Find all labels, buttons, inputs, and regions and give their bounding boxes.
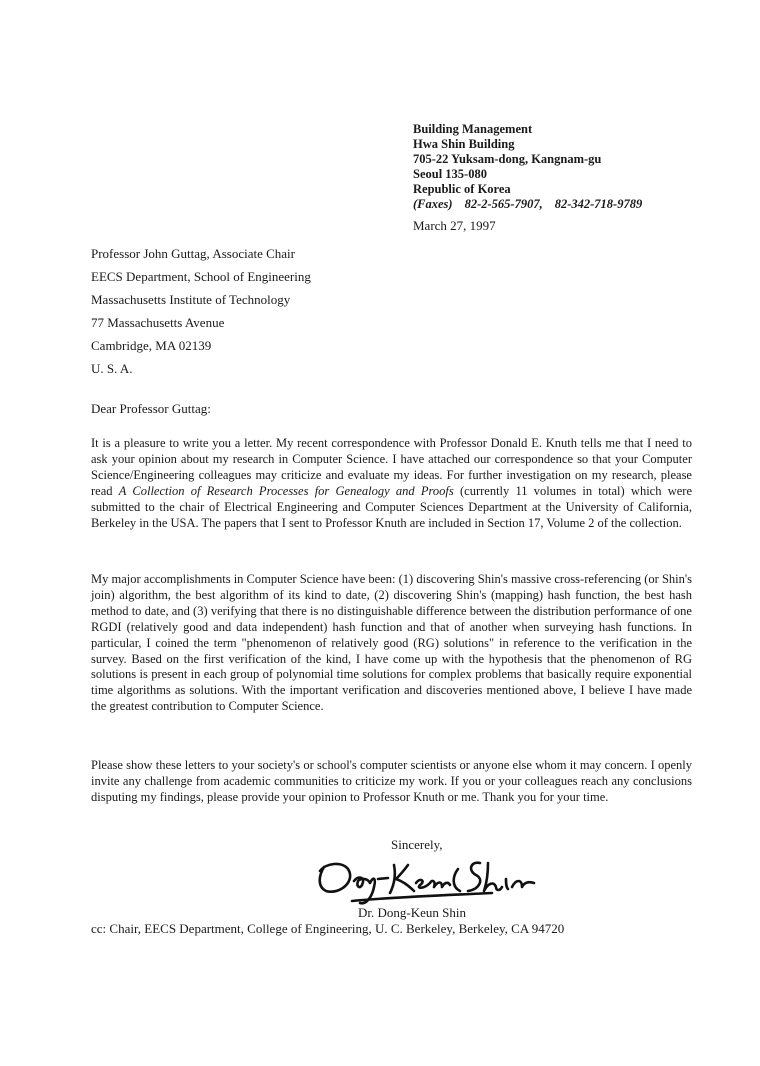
sender-line: Seoul 135-080 bbox=[413, 167, 487, 181]
recipient-line: Professor John Guttag, Associate Chair bbox=[91, 246, 296, 261]
closing: Sincerely, bbox=[391, 837, 443, 852]
body-paragraph-2: My major accomplishments in Computer Science have been: (1) discovering Shin's massive cross-referencing (or Shin's join) algorithm, the best algorithm of its kind to date, (2) discovering Shin's (mapping) hash function, the best hash method to date, and (3) verifying that there is no distinguishable difference between the distribution performance of one RGDI (relatively good and data independent) hash function and that of another when surveying hash functions. In particular, I coined the term "phenomenon of relatively good (RG) solutions" in reference to the verification in the survey. Based on the first verification of the kind, I have come up with the hypothesis that the phenomenon of RG solutions is present in each group of polynomial time solutions for complex problems that basically require exponential time algorithms as solutions. With the important verification and discoveries mentioned above, I believe I have made the greatest contribution to Computer Science. bbox=[91, 572, 692, 714]
sender-line: Republic of Korea bbox=[413, 182, 511, 196]
faxes-label: (Faxes) bbox=[413, 197, 453, 211]
body-paragraph-1 bbox=[91, 436, 692, 531]
cc-line: cc: Chair, EECS Department, College of Engineering, U. C. Berkeley, Berkeley, CA 94720 bbox=[91, 921, 565, 936]
signer-name: Dr. Dong-Keun Shin bbox=[358, 905, 466, 920]
paragraph-text: It is a pleasure to write you a letter. My recent correspondence with Professor Donald E. Knuth tells me that I need to ask your opinion about my research in Computer Science. I have attached our correspondence so that your Computer Science/Engineering colleagues may criticize and evaluate my ideas. For further investigation on my research, please read bbox=[91, 436, 692, 498]
body-paragraph-3: Please show these letters to your society's or school's computer scientists or anyone else whom it may concern. I openly invite any challenge from academic communities to criticize my work. If you or your colleagues reach any conclusions disputing my findings, please provide your opinion to Professor Knuth or me. Thank you for your time. bbox=[91, 758, 692, 804]
recipient-line: U. S. A. bbox=[91, 361, 133, 376]
paragraph-text: (currently 11 volumes in total) which were submitted to the chair of Electrical Engineering and Computer Sciences Department at the University of California, Berkeley in the USA. The papers that I sent to Professor Knuth are included in Section 17, Volume 2 of the collection. bbox=[91, 483, 692, 530]
sender-address bbox=[413, 122, 654, 212]
sender-line: 705-22 Yuksam-dong, Kangnam-gu bbox=[413, 152, 602, 166]
sender-faxes bbox=[413, 197, 654, 212]
recipient-line: EECS Department, School of Engineering bbox=[91, 269, 311, 284]
handwritten-signature bbox=[312, 853, 542, 909]
sender-line: Hwa Shin Building bbox=[413, 137, 515, 151]
sender-line: Building Management bbox=[413, 122, 533, 136]
letter-date: March 27, 1997 bbox=[413, 218, 496, 233]
fax-number-2: 82-342-718-9789 bbox=[554, 197, 643, 211]
collection-title: A Collection of Research Processes for Genealogy and Proofs bbox=[118, 483, 454, 498]
recipient-line: Cambridge, MA 02139 bbox=[91, 338, 212, 353]
fax-number-1: 82-2-565-7907, bbox=[464, 197, 543, 211]
recipient-address bbox=[91, 242, 311, 380]
recipient-line: Massachusetts Institute of Technology bbox=[91, 292, 291, 307]
recipient-line: 77 Massachusetts Avenue bbox=[91, 315, 225, 330]
salutation: Dear Professor Guttag: bbox=[91, 401, 211, 416]
